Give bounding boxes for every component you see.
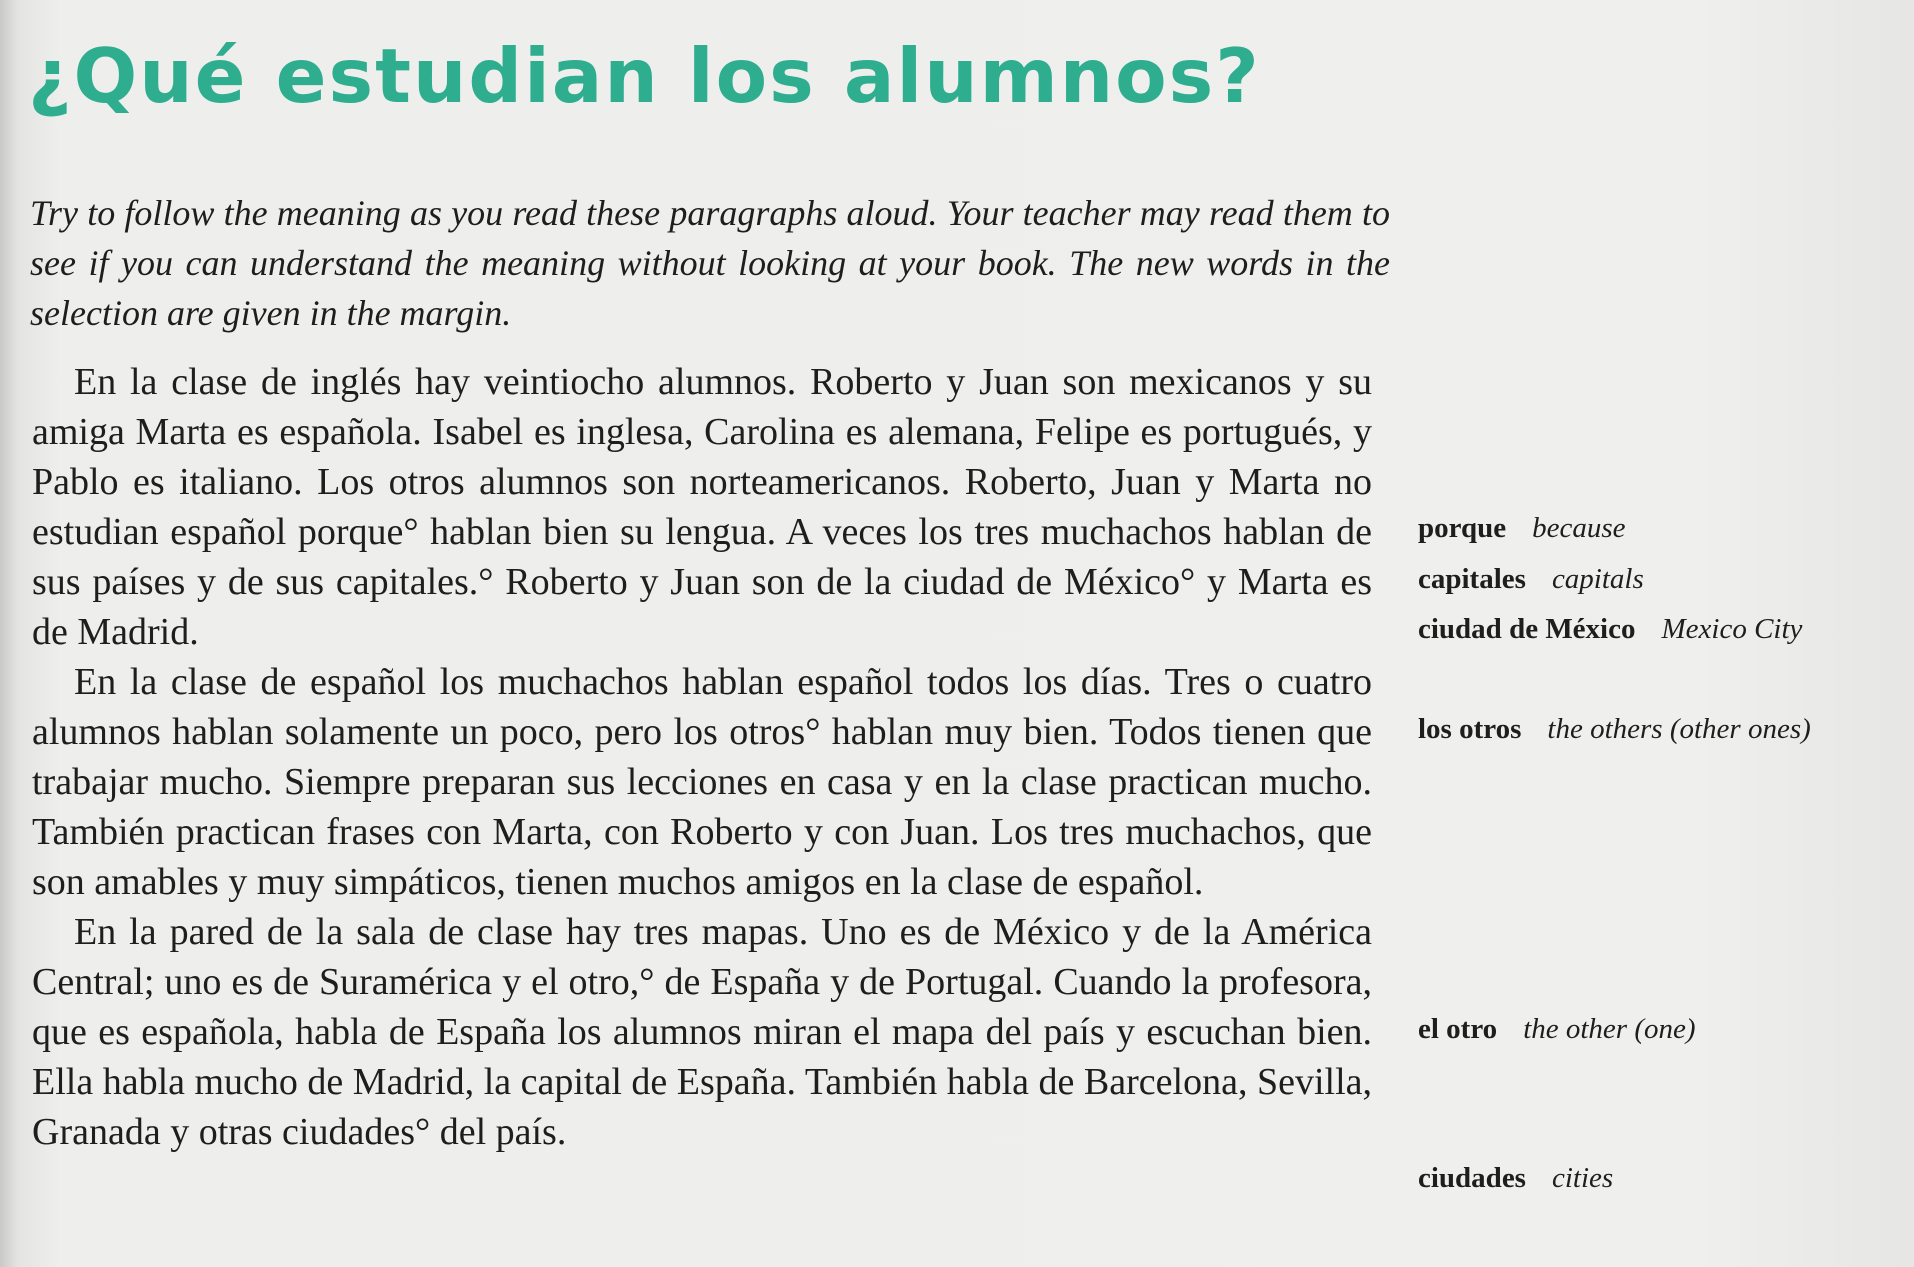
glossary-entry-el-otro [1418,1013,1696,1046]
glossary-term: porque [1418,512,1507,544]
glossary-entry-porque [1418,512,1626,545]
glossary-definition: Mexico City [1661,613,1803,645]
glossary-term: los otros [1418,713,1522,745]
glossary-definition: the others (other ones) [1547,713,1811,745]
glossary-entry-capitales [1418,563,1644,596]
glossary-definition: cities [1551,1162,1614,1194]
glossary-term: ciudades [1418,1162,1526,1194]
glossary-entry-ciudades [1418,1162,1613,1195]
glossary-term: capitales [1418,563,1526,595]
glossary-term: el otro [1418,1013,1498,1045]
glossary-term: ciudad de México [1418,613,1636,645]
glossary-definition: the other (one) [1523,1013,1696,1045]
reading-paragraph-2: En la clase de español los muchachos hablan español todos los días. Tres o cuatro alumnos hablan solamente un poco, pero los otros° hablan muy bien. Todos tienen que trabajar mucho. Siempre preparan sus lecciones en casa y en la clase practican mucho. También practican frases con Marta, con Roberto y con Juan. Los tres muchachos, que son amables y muy simpáticos, tienen muchos amigos en la clase de español. [32,661,1372,903]
reading-paragraph-1: En la clase de inglés hay veintiocho alumnos. Roberto y Juan son mexicanos y su amiga Marta es española. Isabel es inglesa, Carolina es alemana, Felipe es portugués, y Pablo es italiano. Los otros alumnos son norteamericanos. Roberto, Juan y Marta no estudian español porque° hablan bien su lengua. A veces los tres muchachos hablan de sus países y de sus capitales.° Roberto y Juan son de la ciudad de México° y Marta es de Madrid. [32,361,1372,653]
glossary-entry-ciudad-de-mexico [1418,613,1802,646]
glossary-definition: capitals [1551,563,1644,595]
glossary-entry-los-otros [1418,713,1811,746]
reading-paragraph-3: En la pared de la sala de clase hay tres mapas. Uno es de México y de la América Central; uno es de Suramérica y el otro,° de España y de Portugal. Cuando la profesora, que es española, habla de España los alumnos miran el mapa del país y escuchan bien. Ella habla mucho de Madrid, la capital de España. También habla de Barcelona, Sevilla, Granada y otras ciudades° del país. [32,911,1372,1153]
glossary-definition: because [1532,512,1626,544]
instructions-paragraph: Try to follow the meaning as you read these paragraphs aloud. Your teacher may read them to see if you can understand the meaning without looking at your book. The new words in the selection are given in the margin. [30,193,1390,333]
lesson-title: ¿Qué estudian los alumnos? [28,32,1261,120]
